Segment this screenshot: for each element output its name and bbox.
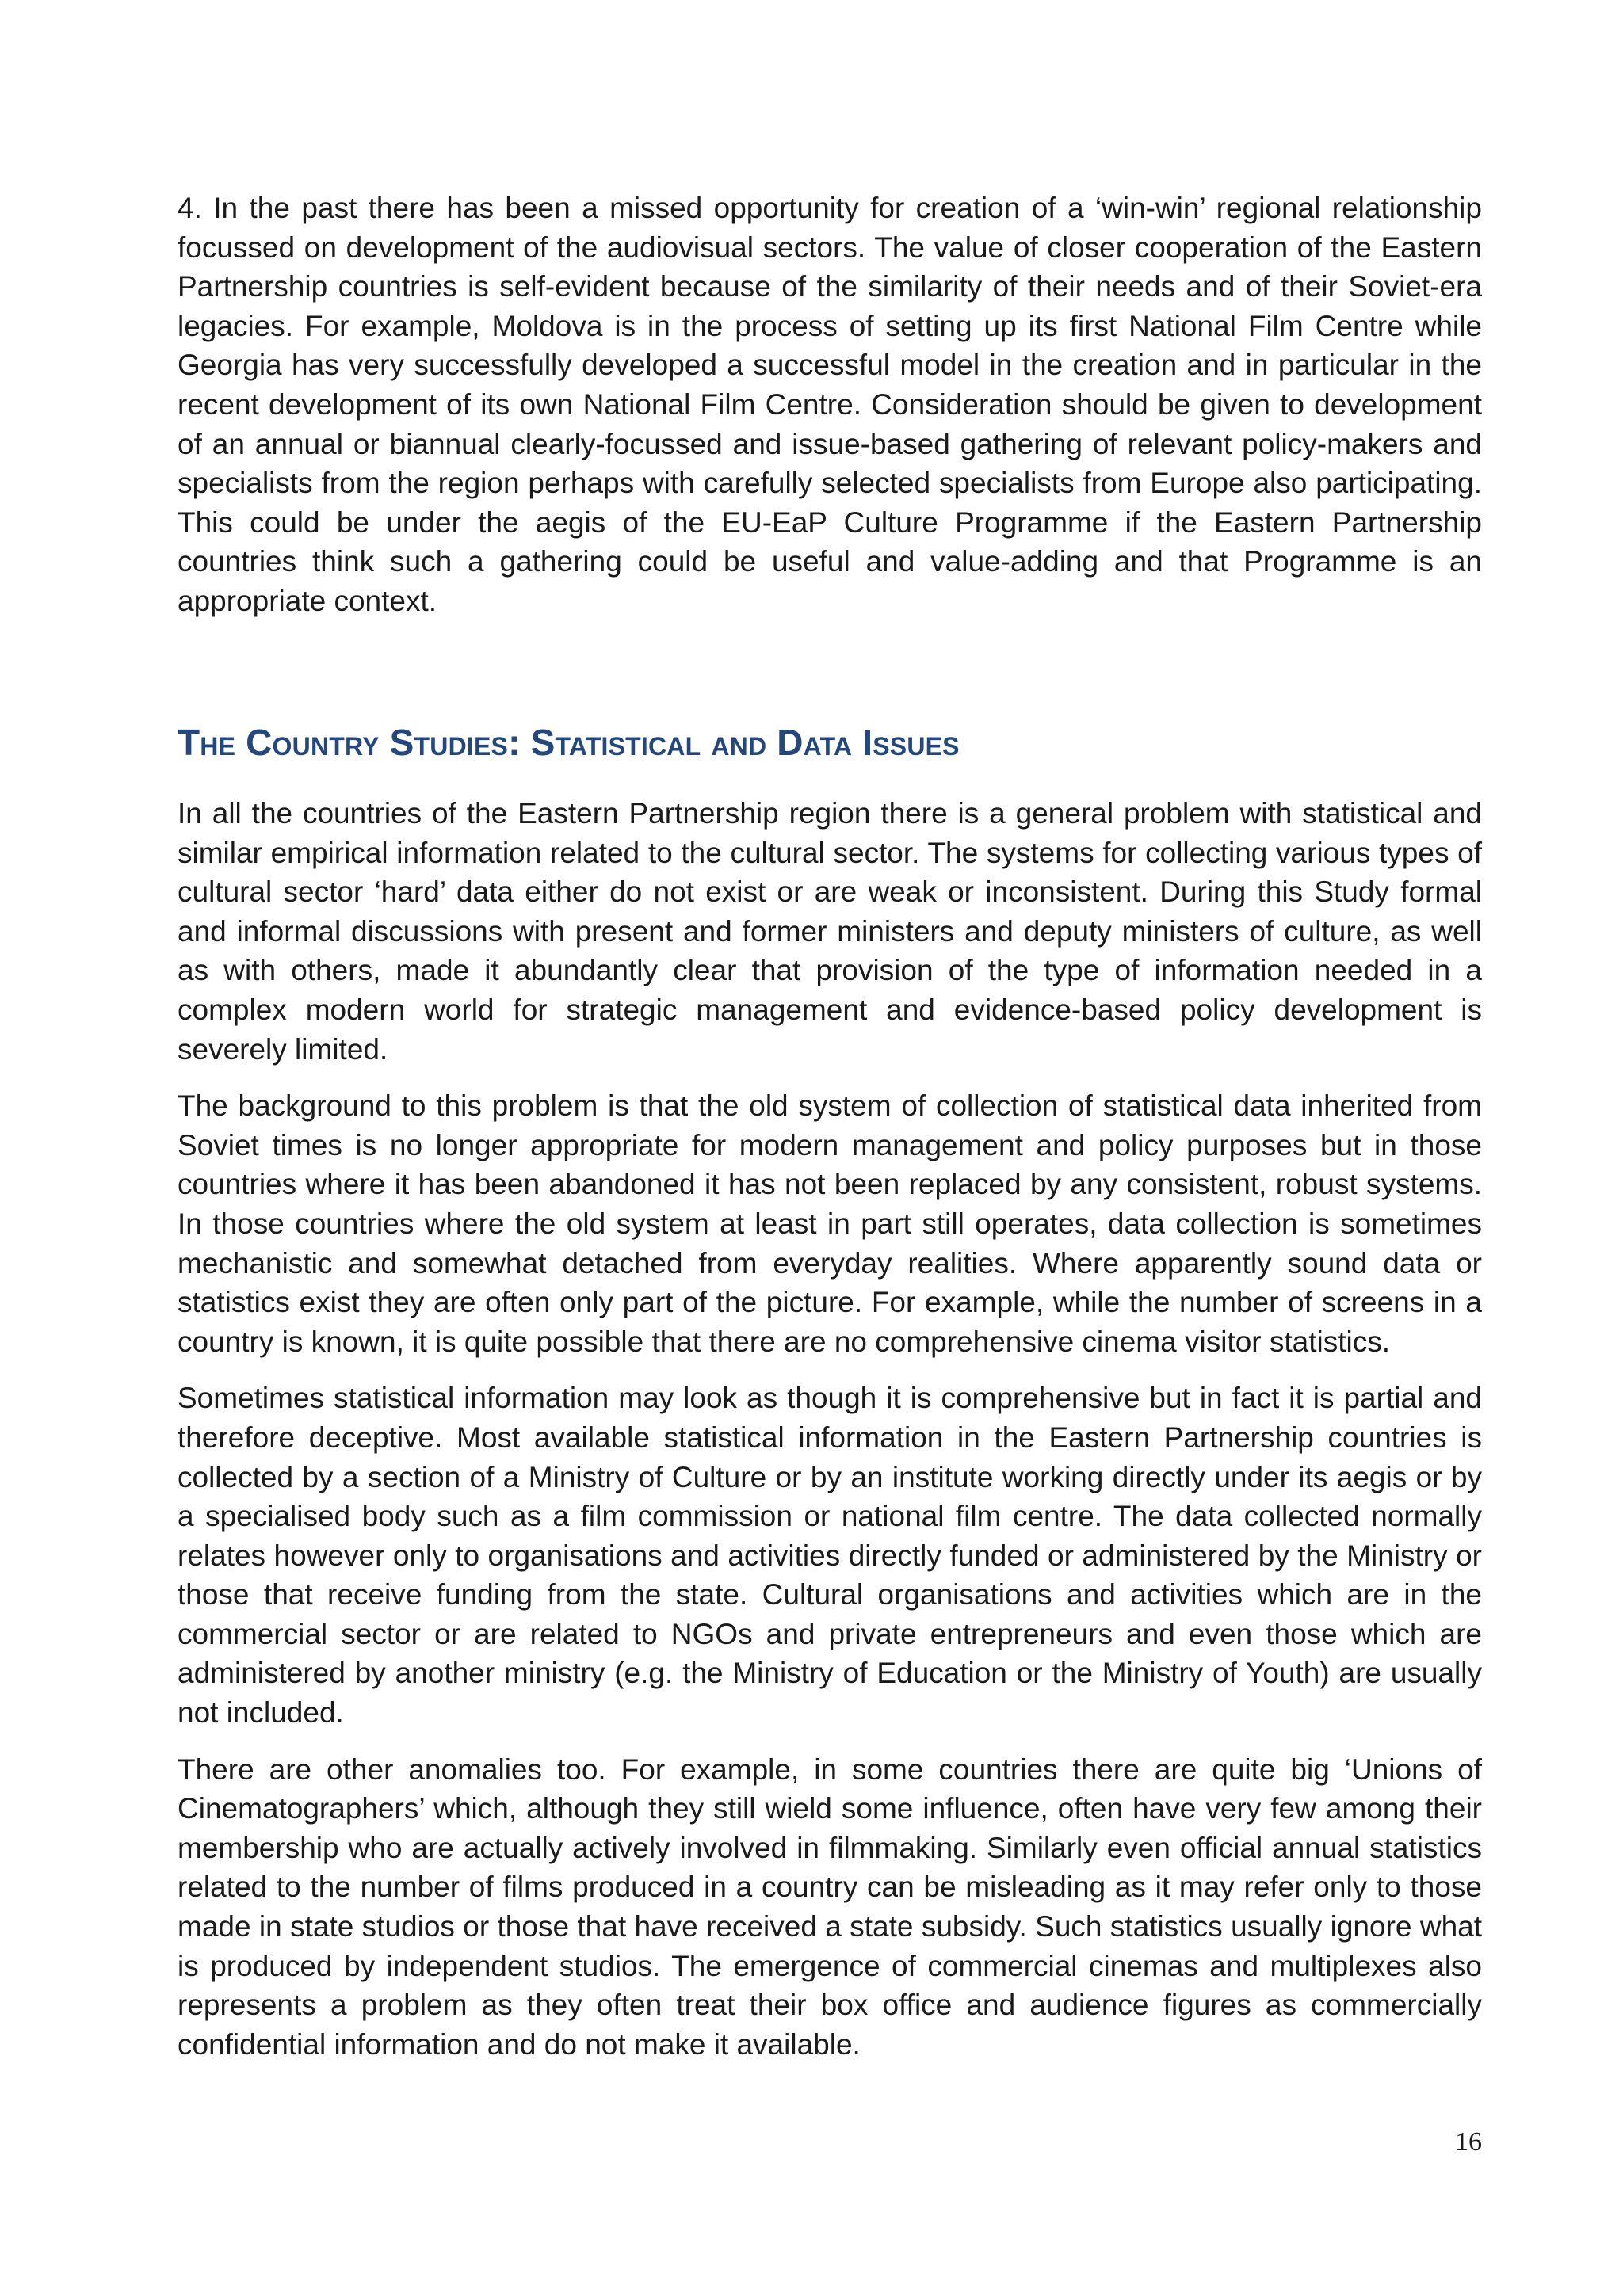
page-number: 16 bbox=[1455, 2127, 1482, 2157]
document-page bbox=[178, 189, 1482, 2061]
body-paragraph-1: In all the countries of the Eastern Partnership region there is a general problem with statistical and similar empirical information related to the cultural sector. The systems for collecting various types of cultural sector ‘hard’ data either do not exist or are weak or inconsistent. During this Study formal and informal discussions with present and former ministers and deputy ministers of culture, as well as with others, made it abundantly clear that provision of the type of information needed in a complex modern world for strategic management and evidence-based policy development is severely limited. bbox=[178, 797, 1482, 1066]
body-paragraph-4: There are other anomalies too. For example, in some countries there are quite big ‘Unions of Cinematographers’ which, although they still wield some influence, often have very few among their membership who are actually actively involved in filmmaking. Similarly even official annual statistics related to the number of films produced in a country can be misleading as it may refer only to those made in state studios or those that have received a state subsidy. Such statistics usually ignore what is produced by independent studios. The emergence of commercial cinemas and multiplexes also represents a problem as they often treat their box office and audience figures as commercially confidential information and do not make it available. bbox=[178, 1753, 1482, 2061]
section-body bbox=[178, 794, 1482, 2081]
body-paragraph-3: Sometimes statistical information may look as though it is comprehensive but in fact it is partial and therefore deceptive. Most available statistical information in the Eastern Partnership countries is collected by a section of a Ministry of Culture or by an institute working directly under its aegis or by a specialised body such as a film commission or national film centre. The data collected normally relates however only to organisations and activities directly funded or administered by the Ministry or those that receive funding from the state. Cultural organisations and activities which are in the commercial sector or are related to NGOs and private entrepreneurs and even those which are administered by another ministry (e.g. the Ministry of Education or the Ministry of Youth) are usually not included. bbox=[178, 1382, 1482, 1730]
section-heading: The Country Studies: Statistical and Data Issues bbox=[178, 722, 960, 763]
intro-paragraph: 4. In the past there has been a missed opportunity for creation of a ‘win-win’ regional relationship focussed on development of the audiovisual sectors. The value of closer cooperation of the Eastern Partnership countries is self-evident because of the similarity of their needs and of their Soviet-era legacies. For example, Moldova is in the process of setting up its first National Film Centre while Georgia has very successfully developed a successful model in the creation and in particular in the recent development of its own National Film Centre. Consideration should be given to development of an annual or biannual clearly-focussed and issue-based gathering of relevant policy-makers and specialists from the region perhaps with carefully selected specialists from Europe also participating. This could be under the aegis of the EU-EaP Culture Programme if the Eastern Partnership countries think such a gathering could be useful and value-adding and that Programme is an appropriate context. bbox=[178, 192, 1482, 617]
body-paragraph-2: The background to this problem is that the old system of collection of statistical data inherited from Soviet times is no longer appropriate for modern management and policy purposes but in those countries where it has been abandoned it has not been replaced by any consistent, robust systems. In those countries where the old system at least in part still operates, data collection is sometimes mechanistic and somewhat detached from everyday realities. Where apparently sound data or statistics exist they are often only part of the picture. For example, while the number of screens in a country is known, it is quite possible that there are no comprehensive cinema visitor statistics. bbox=[178, 1089, 1482, 1358]
